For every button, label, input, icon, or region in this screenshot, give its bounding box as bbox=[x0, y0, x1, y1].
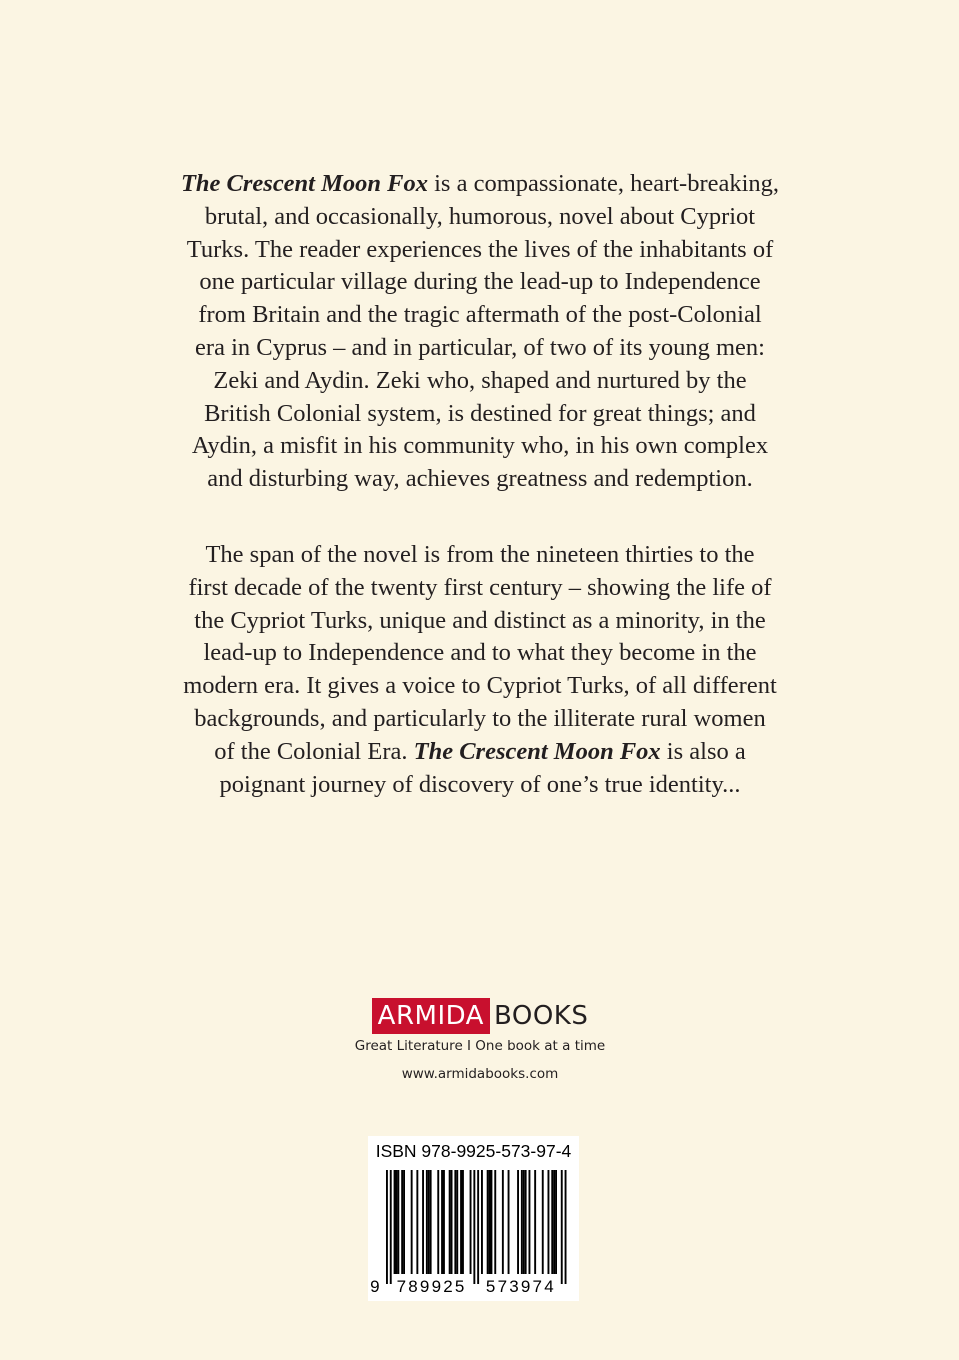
barcode-digits: 789925 bbox=[396, 1277, 467, 1296]
barcode-bar bbox=[529, 1170, 531, 1274]
barcode-bar bbox=[534, 1170, 536, 1274]
barcode-digits: 9 bbox=[370, 1277, 382, 1296]
barcode-bar bbox=[449, 1170, 451, 1274]
publisher-tagline: Great Literature I One book at a time bbox=[354, 1038, 606, 1054]
barcode-bar bbox=[551, 1170, 553, 1274]
blurb-text: first decade of the twenty first century – showing the life of bbox=[188, 573, 772, 601]
barcode-bar bbox=[508, 1170, 510, 1274]
book-title-text: The Crescent Moon Fox bbox=[413, 737, 661, 765]
barcode-guard-bar bbox=[565, 1170, 567, 1284]
barcode-bar bbox=[397, 1170, 399, 1274]
barcode-bar bbox=[553, 1170, 555, 1274]
barcode-bar bbox=[428, 1170, 430, 1274]
barcode-bar bbox=[437, 1170, 439, 1274]
blurb-text: The span of the novel is from the nineteen thirties to the bbox=[205, 541, 755, 568]
blurb-line bbox=[120, 201, 840, 234]
barcode-bar bbox=[494, 1170, 496, 1274]
blurb-text: Aydin, a misfit in his community who, in his own complex bbox=[191, 432, 769, 460]
barcode-bar bbox=[542, 1170, 544, 1274]
blurb-line bbox=[120, 332, 840, 365]
barcode-bar bbox=[451, 1170, 453, 1274]
barcode-bar bbox=[416, 1170, 418, 1274]
blurb-line bbox=[120, 769, 840, 802]
barcode-bar bbox=[430, 1170, 432, 1274]
barcode-bar bbox=[456, 1170, 458, 1274]
barcode-bar bbox=[394, 1170, 396, 1274]
blurb-text: of the Colonial Era. bbox=[214, 737, 414, 765]
blurb-text: the Cypriot Turks, unique and distinct as a minority, in the bbox=[194, 606, 766, 634]
blurb-text: one particular village during the lead-up to Independence bbox=[199, 268, 761, 296]
blurb-text: British Colonial system, is destined for great things; and bbox=[204, 399, 756, 427]
blurb-line bbox=[120, 168, 840, 201]
armida-books-logo bbox=[330, 998, 630, 1034]
blurb-paragraph-2 bbox=[120, 539, 840, 801]
blurb-paragraph-1 bbox=[120, 168, 840, 496]
barcode-guard-bar bbox=[561, 1170, 563, 1284]
barcode-bar bbox=[502, 1170, 504, 1274]
blurb-text: backgrounds, and particularly to the illiterate rural women bbox=[194, 704, 766, 732]
blurb-text: poignant journey of discovery of one’s true identity... bbox=[219, 770, 741, 798]
barcode-bar bbox=[460, 1170, 462, 1274]
barcode-bar bbox=[523, 1170, 525, 1274]
isbn-label: ISBN 978-9925-573-97-4 bbox=[375, 1141, 572, 1161]
barcode-bar bbox=[525, 1170, 527, 1274]
barcode-bar bbox=[441, 1170, 443, 1274]
barcode-bar bbox=[454, 1170, 456, 1274]
blurb-line bbox=[120, 398, 840, 431]
blurb-line bbox=[120, 463, 840, 496]
barcode-bar bbox=[517, 1170, 519, 1274]
blurb-text: is also a bbox=[660, 737, 746, 765]
logo-armida-text: ARMIDA bbox=[372, 998, 490, 1034]
barcode-bar bbox=[489, 1170, 491, 1274]
logo-books-text: BOOKS bbox=[493, 1001, 589, 1031]
blurb-line bbox=[120, 365, 840, 398]
blurb-line bbox=[120, 266, 840, 299]
blurb-line bbox=[120, 670, 840, 703]
barcode-bar bbox=[491, 1170, 493, 1274]
barcode-guard-bar bbox=[473, 1170, 475, 1284]
publisher-block bbox=[330, 998, 630, 1082]
barcode-bar bbox=[555, 1170, 557, 1274]
barcode-bar bbox=[422, 1170, 424, 1274]
barcode-bar bbox=[396, 1170, 398, 1274]
blurb-text: modern era. It gives a voice to Cypriot Turks, of all different bbox=[183, 672, 777, 700]
barcode-bar bbox=[443, 1170, 445, 1274]
barcode-digits: 573974 bbox=[485, 1277, 556, 1296]
barcode-guard-bar bbox=[390, 1170, 392, 1284]
blurb-text: era in Cyprus – and in particular, of two of its young men: bbox=[195, 333, 765, 361]
blurb-text: from Britain and the tragic aftermath of the post-Colonial bbox=[198, 301, 762, 329]
blurb-text: and disturbing way, achieves greatness and redemption. bbox=[207, 465, 753, 493]
barcode-bar bbox=[403, 1170, 405, 1274]
barcode-bar bbox=[401, 1170, 403, 1274]
blurb-text: is a compassionate, heart-breaking, bbox=[428, 170, 780, 197]
barcode-bar bbox=[462, 1170, 464, 1274]
barcode-bar bbox=[548, 1170, 550, 1274]
blurb-line bbox=[120, 637, 840, 670]
barcode-bar bbox=[470, 1170, 472, 1274]
barcode-image bbox=[368, 1136, 579, 1301]
barcode-bar bbox=[481, 1170, 483, 1274]
blurb-line bbox=[120, 605, 840, 638]
blurb-line bbox=[120, 572, 840, 605]
isbn-barcode-block bbox=[368, 1136, 579, 1301]
barcode-bar bbox=[426, 1170, 428, 1274]
blurb-text: Turks. The reader experiences the lives of the inhabitants of bbox=[186, 235, 774, 263]
barcode-guard-bar bbox=[386, 1170, 388, 1284]
blurb-line bbox=[120, 736, 840, 769]
blurb-line bbox=[120, 430, 840, 463]
blurb-line bbox=[120, 703, 840, 736]
blurb-line bbox=[120, 234, 840, 267]
blurb-line bbox=[120, 539, 840, 572]
blurb-line bbox=[120, 299, 840, 332]
blurb-text: Zeki and Aydin. Zeki who, shaped and nurtured by the bbox=[213, 366, 747, 394]
barcode-bar bbox=[487, 1170, 489, 1274]
barcode-guard-bar bbox=[477, 1170, 479, 1284]
blurb-text: lead-up to Independence and to what they become in the bbox=[203, 639, 757, 667]
barcode-bar bbox=[411, 1170, 413, 1274]
blurb-text: brutal, and occasionally, humorous, novel about Cypriot bbox=[204, 202, 756, 230]
book-title-text: The Crescent Moon Fox bbox=[180, 170, 428, 197]
barcode-bar bbox=[521, 1170, 523, 1274]
publisher-website: www.armidabooks.com bbox=[401, 1066, 559, 1082]
